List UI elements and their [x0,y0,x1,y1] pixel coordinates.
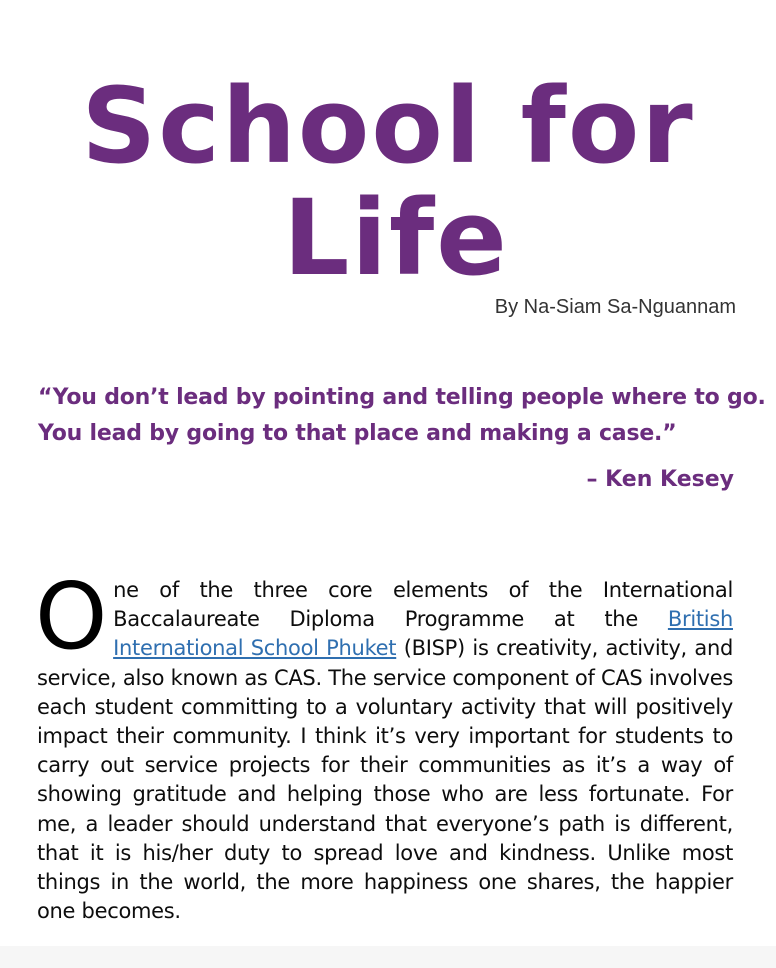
page-title-line-1: School for [81,65,695,187]
quote-line-2: You lead by going to that place and making a case.” [38,421,677,446]
pull-quote [38,380,766,452]
article-intro-text: ne of the three core elements of the International Baccalaureate Diploma Programme at the [113,578,733,632]
bisp-link[interactable]: British International School Phuket [113,607,733,661]
quote-attribution: – Ken Kesey [586,467,734,492]
article-rest-text: (BISP) is creativity, activity, and service, also known as CAS. The service component of CAS involves each student committing to a voluntary activity that will positively impact their community. I think it’s very important for students to carry out service projects for their communities as it’s a way of showing gratitude and helping those who are less fortunate. For me, a leader should understand that everyone’s path is different, that it is his/her duty to spread love and kindness. Unlike most things in the world, the more happiness one shares, the happier one becomes. [37,636,733,924]
author-byline: By Na-Siam Sa-Nguannam [494,296,736,318]
drop-cap: O [35,563,108,670]
quote-line-1: “You don’t lead by pointing and telling people where to go. [38,385,766,410]
article-body [35,563,733,926]
page-title-line-2: Life [283,177,509,299]
page-footer-strip [0,946,776,968]
